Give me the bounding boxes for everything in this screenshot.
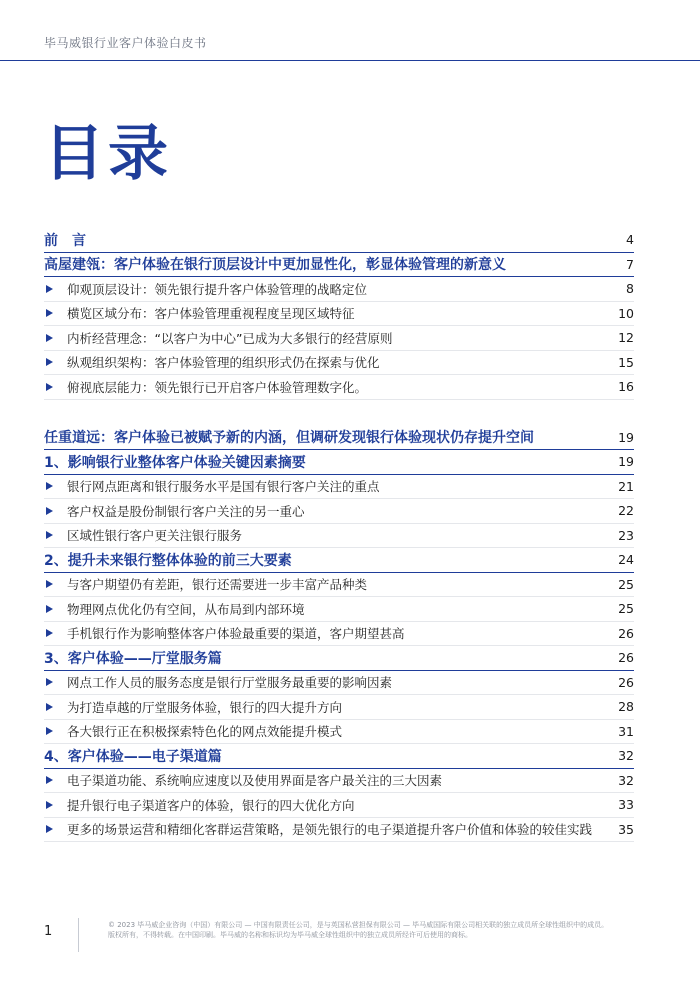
- toc-entry-title: [44, 526, 242, 544]
- toc-entry-row[interactable]: [44, 475, 634, 500]
- page-title: 目录: [44, 119, 172, 189]
- toc-label: 区域性银行客户更关注银行服务: [67, 528, 243, 544]
- toc-label: 手机银行作为影响整体客户体验最重要的渠道，客户期望甚高: [67, 626, 405, 642]
- toc-entry-title: [44, 378, 367, 396]
- toc-page-number: 19: [618, 429, 634, 445]
- toc-section-row[interactable]: [44, 548, 634, 573]
- toc-label: 网点工作人员的服务态度是银行厅堂服务最重要的影响因素: [67, 675, 393, 691]
- play-arrow-icon: [46, 605, 53, 613]
- toc-entry-title: [44, 353, 380, 371]
- play-arrow-icon: [46, 801, 53, 809]
- toc-section-title: [44, 452, 306, 472]
- toc-entry-title: [44, 600, 305, 618]
- toc-page-number: 23: [618, 527, 634, 543]
- toc-label: 仰观顶层设计：领先银行提升客户体验管理的战略定位: [67, 281, 368, 297]
- toc-entry-title: [44, 673, 392, 691]
- play-arrow-icon: [46, 285, 53, 293]
- toc-entry-row[interactable]: [44, 597, 634, 622]
- toc-label: 俯视底层能力：领先银行已开启客户体验管理数字化。: [67, 379, 368, 395]
- toc-page-number: 25: [618, 601, 634, 617]
- toc-section-title: [44, 230, 86, 250]
- toc-page-number: 26: [618, 625, 634, 641]
- toc-entry-row[interactable]: [44, 326, 634, 351]
- toc-page-number: 32: [618, 748, 634, 764]
- toc-entry-title: [44, 329, 392, 347]
- toc-entry-row[interactable]: [44, 351, 634, 376]
- toc-label: 3、客户体验——厅堂服务篇: [44, 650, 222, 667]
- toc-entry-row[interactable]: [44, 302, 634, 327]
- toc-section-title: [44, 550, 292, 570]
- toc-entry-row[interactable]: [44, 277, 634, 302]
- toc-page-number: 12: [618, 330, 634, 346]
- toc-page-number: 15: [618, 354, 634, 370]
- toc-label: 客户权益是股份制银行客户关注的另一重心: [67, 503, 305, 519]
- play-arrow-icon: [46, 309, 53, 317]
- toc-page-number: 24: [618, 552, 634, 568]
- toc-label: 物理网点优化仍有空间，从布局到内部环境: [67, 601, 305, 617]
- toc-section-row[interactable]: [44, 744, 634, 769]
- toc-page-number: 21: [618, 478, 634, 494]
- toc-label: 横览区域分布：客户体验管理重视程度呈现区域特征: [67, 306, 355, 322]
- toc-label: 提升银行电子渠道客户的体验，银行的四大优化方向: [67, 797, 355, 813]
- toc-label: 为打造卓越的厅堂服务体验，银行的四大提升方向: [67, 699, 343, 715]
- toc-page-number: 19: [618, 454, 634, 470]
- toc-entry-row[interactable]: [44, 695, 634, 720]
- play-arrow-icon: [46, 678, 53, 686]
- toc-entry-row[interactable]: [44, 793, 634, 818]
- toc-section-row[interactable]: [44, 646, 634, 671]
- play-arrow-icon: [46, 580, 53, 588]
- toc-label: 内析经营理念：“以客户为中心”已成为大多银行的经营原则: [67, 330, 393, 346]
- play-arrow-icon: [46, 482, 53, 490]
- toc-section-row[interactable]: [44, 426, 634, 451]
- toc-section-row[interactable]: [44, 228, 634, 253]
- toc-page-number: 28: [618, 699, 634, 715]
- play-arrow-icon: [46, 507, 53, 515]
- toc-page-number: 31: [618, 723, 634, 739]
- toc-label: 纵观组织架构：客户体验管理的组织形式仍在探索与优化: [67, 355, 380, 371]
- toc-entry-title: [44, 722, 342, 740]
- toc-entry-title: [44, 575, 367, 593]
- play-arrow-icon: [46, 727, 53, 735]
- toc-label: 前 言: [44, 232, 86, 249]
- table-of-contents: [44, 228, 634, 842]
- toc-page-number: 32: [618, 772, 634, 788]
- toc-gap: [44, 400, 634, 426]
- toc-entry-row[interactable]: [44, 375, 634, 400]
- toc-entry-row[interactable]: [44, 524, 634, 549]
- toc-label: 更多的场景运营和精细化客群运营策略，是领先银行的电子渠道提升客户价值和体验的较佳实践: [67, 822, 593, 838]
- toc-label: 任重道远：客户体验已被赋予新的内涵，但调研发现银行体验现状仍存提升空间: [44, 430, 534, 447]
- toc-entry-row[interactable]: [44, 671, 634, 696]
- toc-entry-row[interactable]: [44, 720, 634, 745]
- play-arrow-icon: [46, 334, 53, 342]
- toc-page-number: 4: [626, 232, 634, 248]
- toc-page-number: 26: [618, 674, 634, 690]
- toc-entry-title: [44, 502, 305, 520]
- toc-label: 与客户期望仍有差距，银行还需要进一步丰富产品种类: [67, 577, 368, 593]
- toc-label: 2、提升未来银行整体体验的前三大要素: [44, 552, 292, 569]
- toc-label: 银行网点距离和银行服务水平是国有银行客户关注的重点: [67, 479, 380, 495]
- toc-page-number: 7: [626, 256, 634, 272]
- toc-page-number: 33: [618, 797, 634, 813]
- play-arrow-icon: [46, 776, 53, 784]
- toc-page-number: 10: [618, 305, 634, 321]
- toc-entry-row[interactable]: [44, 622, 634, 647]
- toc-page-number: 35: [618, 821, 634, 837]
- toc-section-row[interactable]: [44, 253, 634, 278]
- toc-entry-title: [44, 698, 342, 716]
- page-number: 1: [44, 924, 53, 939]
- copyright-line-2: 版权所有，不得转载。在中国印刷。毕马威的名称和标识均为毕马威全球性组织中的独立成员所经许可后使用的商标。: [108, 931, 472, 939]
- toc-label: 电子渠道功能、系统响应速度以及使用界面是客户最关注的三大因素: [67, 773, 443, 789]
- toc-group-1: [44, 228, 634, 400]
- header-divider: [0, 60, 700, 61]
- toc-label: 1、影响银行业整体客户体验关键因素摘要: [44, 454, 306, 471]
- play-arrow-icon: [46, 825, 53, 833]
- toc-entry-title: [44, 280, 367, 298]
- toc-label: 各大银行正在积极探索特色化的网点效能提升模式: [67, 724, 343, 740]
- toc-entry-title: [44, 820, 592, 838]
- play-arrow-icon: [46, 358, 53, 366]
- toc-section-title: [44, 746, 222, 766]
- toc-page-number: 16: [618, 379, 634, 395]
- toc-entry-title: [44, 624, 405, 642]
- toc-section-title: [44, 254, 506, 274]
- play-arrow-icon: [46, 531, 53, 539]
- toc-page-number: 22: [618, 503, 634, 519]
- toc-entry-row[interactable]: [44, 769, 634, 794]
- toc-group-2: [44, 426, 634, 843]
- play-arrow-icon: [46, 703, 53, 711]
- toc-section-row[interactable]: [44, 450, 634, 475]
- play-arrow-icon: [46, 383, 53, 391]
- toc-label: 高屋建瓴：客户体验在银行顶层设计中更加显性化，彰显体验管理的新意义: [44, 257, 506, 274]
- toc-entry-row[interactable]: [44, 499, 634, 524]
- toc-entry-title: [44, 796, 355, 814]
- toc-entry-title: [44, 477, 380, 495]
- play-arrow-icon: [46, 629, 53, 637]
- toc-entry-row[interactable]: [44, 573, 634, 598]
- toc-label: 4、客户体验——电子渠道篇: [44, 748, 222, 765]
- toc-section-title: [44, 648, 222, 668]
- toc-page-number: 25: [618, 576, 634, 592]
- copyright-line-1: © 2023 毕马威企业咨询（中国）有限公司 — 中国有限责任公司，是与英国私营担保有限公司 — 毕马威国际有限公司相关联的独立成员所全球性组织中的成员。: [108, 921, 609, 929]
- header-title: 毕马威银行业客户体验白皮书: [44, 36, 207, 50]
- toc-section-title: [44, 427, 534, 447]
- toc-entry-row[interactable]: [44, 818, 634, 843]
- copyright-notice: [108, 920, 678, 940]
- toc-entry-title: [44, 304, 355, 322]
- toc-page-number: 8: [626, 281, 634, 297]
- toc-entry-title: [44, 771, 442, 789]
- footer-divider: [78, 918, 79, 952]
- toc-page-number: 26: [618, 650, 634, 666]
